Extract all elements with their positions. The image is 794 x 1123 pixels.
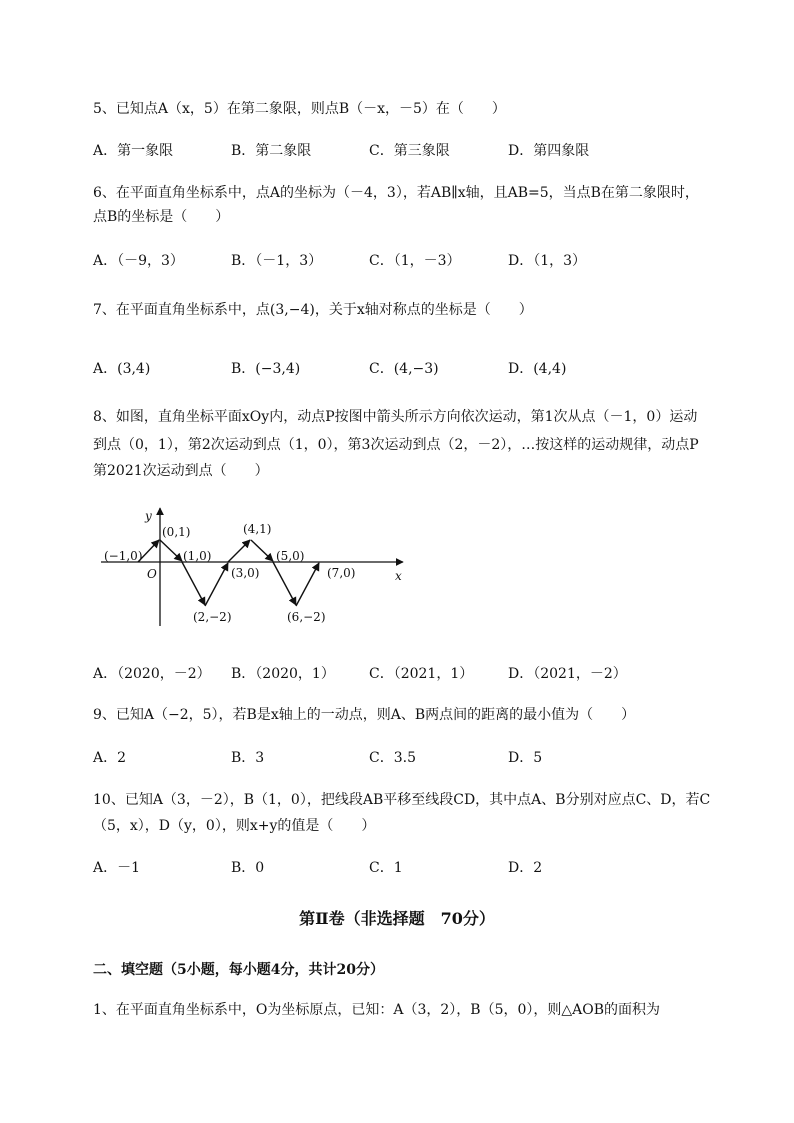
q8-stem-line3: 第2021次运动到点（ ） [93,463,269,479]
q5-option-d: D．第四象限 [508,143,590,159]
path-segment-7 [273,562,296,605]
origin-label: O [147,567,157,581]
q9-option-c: C．3.5 [369,750,416,766]
x-axis-label: x [395,569,402,583]
q10-stem-line1: 10、已知A（3，－2），B（1，0），把线段AB平移至线段CD，其中点A、B分别对应点C、D，若C [93,792,711,808]
path-segment-2 [160,540,182,561]
q10-stem-line2: （5，x），D（y，0），则x+y的值是（ ） [93,818,376,834]
path-segment-6 [251,540,273,561]
q10-option-c: C．1 [369,860,403,876]
part2-heading: 第Ⅱ卷（非选择题 70分） [299,909,495,928]
q5-option-c: C．第三象限 [369,143,450,159]
y-axis-label: y [145,509,152,523]
q6-stem-line2: 点B的坐标是（ ） [93,209,230,225]
point-label-7: (5,0) [276,549,305,563]
q8-option-b: B．（2020，1） [231,666,335,682]
fill-in-section-title: 二、填空题（5小题，每小题4分，共计20分） [93,962,384,978]
q10-option-a: A．－1 [93,860,141,876]
q5-option-a: A．第一象限 [93,143,174,159]
point-label-8: (6,−2) [287,610,326,624]
q7-option-a: A．(3,4) [93,361,151,377]
q5-option-b: B．第二象限 [231,143,312,159]
point-label-5: (3,0) [231,566,260,580]
q9-option-a: A．2 [93,750,127,766]
q9-option-b: B．3 [231,750,265,766]
q9-option-d: D．5 [508,750,543,766]
q8-option-c: C．（2021，1） [369,666,474,682]
q7-option-d: D．(4,4) [508,361,567,377]
path-segment-5 [228,540,250,562]
path-segment-4 [205,563,228,606]
q7-option-b: B．(−3,4) [231,361,301,377]
point-label-6: (4,1) [243,522,272,536]
q7-stem: 7、在平面直角坐标系中，点(3,−4)，关于x轴对称点的坐标是（ ） [93,302,533,318]
motion-path-figure [93,500,413,632]
point-label-3: (1,0) [183,549,212,563]
q6-option-c: C．（1，－3） [369,253,461,269]
q8-stem-line2: 到点（0，1），第2次运动到点（1，0），第3次运动到点（2，－2），…按这样的运动规律，动点P [93,437,699,453]
point-label-9: (7,0) [327,566,356,580]
q8-option-d: D．（2021，－2） [508,666,627,682]
point-label-4: (2,−2) [193,610,232,624]
q8-stem-line1: 8、如图，直角坐标平面xOy内，动点P按图中箭头所示方向依次运动，第1次从点（－1，0）运动 [93,409,698,425]
path-segment-8 [296,563,319,606]
q6-option-a: A．（－9，3） [93,253,184,269]
q10-option-b: B．0 [231,860,265,876]
point-label-2: (0,1) [162,525,191,539]
q8-option-a: A．（2020，－2） [93,666,211,682]
q7-option-c: C．(4,−3) [369,361,439,377]
q10-option-d: D．2 [508,860,543,876]
q9-stem: 9、已知A（−2，5），若B是x轴上的一动点，则A、B两点间的距离的最小值为（ ） [93,707,636,723]
q6-stem-line1: 6、在平面直角坐标系中，点A的坐标为（－4，3），若AB∥x轴，且AB=5，当点B在第二象限时， [93,185,699,201]
fill-q1-stem: 1、在平面直角坐标系中，O为坐标原点，已知：A（3，2），B（5，0），则△AOB的面积为 [93,1002,661,1018]
point-label-1: (−1,0) [104,549,143,563]
q6-option-d: D．（1，3） [508,253,587,269]
q6-option-b: B．（－1，3） [231,253,323,269]
path-segment-3 [182,562,205,605]
q5-stem: 5、已知点A（x，5）在第二象限，则点B（－x，－5）在（ ） [93,101,506,117]
